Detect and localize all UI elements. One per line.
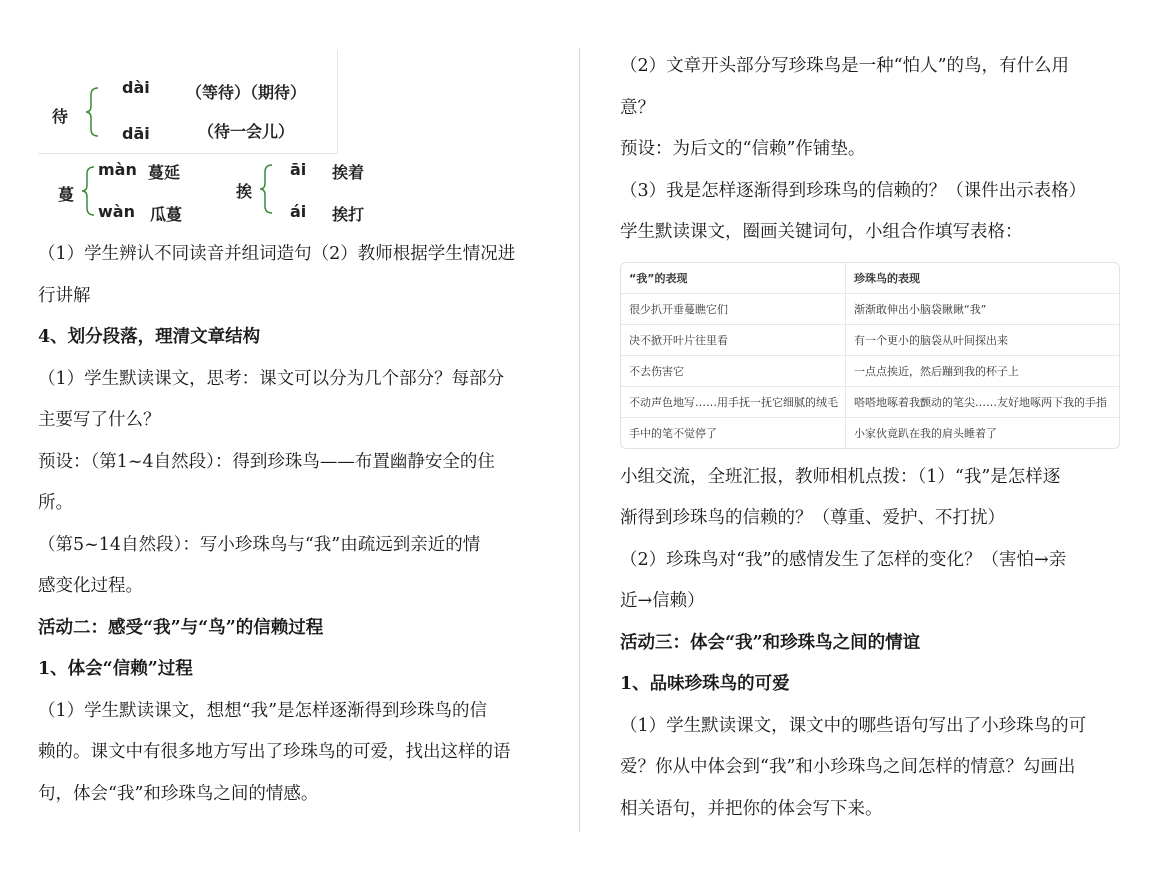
- pinyin-reading: màn: [98, 160, 137, 179]
- table-row: [621, 387, 1119, 418]
- column-header: “我”的表现: [621, 263, 846, 293]
- pinyin-reading: ái: [290, 202, 307, 221]
- polyphone-char: 挨: [236, 182, 253, 201]
- table-cell: 决不掀开叶片往里看: [621, 325, 846, 355]
- section-heading: 活动三：体会“我”和珍珠鸟之间的情谊: [620, 632, 921, 653]
- polyphone-char: 蔓: [58, 185, 75, 204]
- example-words: 挨打: [332, 205, 365, 224]
- bracket-icon: [84, 86, 100, 138]
- section-heading: 1、品味珍珠鸟的可爱: [620, 674, 790, 694]
- table-row: [621, 294, 1119, 325]
- pinyin-reading: dài: [122, 78, 150, 97]
- table-cell: 很少扒开垂蔓瞧它们: [621, 294, 846, 324]
- right-column: [620, 46, 1130, 830]
- example-words: （待一会儿）: [198, 122, 295, 141]
- text-line: 学生默读课文，圈画关键词句，小组合作填写表格：: [620, 222, 1023, 242]
- text-line: 主要写了什么？: [38, 410, 161, 430]
- text-line: （1）学生辨认不同读音并组词造句（2）教师根据学生情况进: [38, 244, 516, 264]
- text-line: 所。: [38, 493, 73, 513]
- table-cell: 不动声色地写……用手抚一抚它细腻的绒毛: [621, 387, 846, 417]
- table-cell: 一点点挨近，然后蹦到我的杯子上: [854, 364, 1019, 378]
- text-line: （3）我是怎样逐渐得到珍珠鸟的信赖的？（课件出示表格）: [620, 180, 1087, 201]
- text-line: 预设：（第1~4自然段）：得到珍珠鸟——布置幽静安全的住: [38, 451, 495, 472]
- bracket-icon: [258, 163, 274, 215]
- text-line: 感变化过程。: [38, 576, 143, 596]
- text-line: 行讲解: [38, 285, 91, 306]
- section-heading: 1、体会“信赖”过程: [38, 659, 193, 679]
- column-header: 珍珠鸟的表现: [854, 271, 920, 285]
- table-row: [621, 418, 1119, 448]
- bracket-icon: [80, 165, 96, 217]
- table-cell: 不去伤害它: [621, 356, 846, 386]
- diagram-guide-line: [337, 50, 338, 154]
- example-words: （等待）（期待）: [186, 83, 307, 102]
- text-line: 预设：为后文的“信赖”作铺垫。: [620, 139, 866, 159]
- example-words: 瓜蔓: [150, 205, 183, 224]
- table-row: [621, 325, 1119, 356]
- table-cell: 手中的笔不觉停了: [621, 418, 846, 448]
- table-row: [621, 356, 1119, 387]
- section-heading: 4、划分段落，理清文章结构: [38, 327, 261, 347]
- comparison-table: [620, 262, 1120, 449]
- pinyin-reading: āi: [290, 160, 307, 179]
- table-cell: 渐渐敢伸出小脑袋瞅瞅“我”: [854, 302, 987, 316]
- section-heading: 活动二：感受“我”与“鸟”的信赖过程: [38, 617, 324, 638]
- text-line: （1）学生默读课文，课文中的哪些语句写出了小珍珠鸟的可: [620, 715, 1087, 736]
- left-column: [38, 234, 550, 815]
- text-line: （2）珍珠鸟对“我”的感情发生了怎样的变化？（害怕→亲: [620, 549, 1067, 570]
- table-cell: 小家伙竟趴在我的肩头睡着了: [854, 426, 997, 440]
- column-divider: [579, 48, 580, 832]
- polyphone-char: 待: [52, 107, 69, 126]
- text-line: 意？: [620, 97, 655, 118]
- table-header-row: [621, 263, 1119, 294]
- pinyin-reading: wàn: [98, 202, 135, 221]
- example-words: 蔓延: [148, 163, 181, 182]
- text-line: （第5~14自然段）：写小珍珠鸟与“我”由疏远到亲近的情: [38, 534, 481, 555]
- pinyin-reading: dāi: [122, 124, 150, 143]
- text-line: （2）文章开头部分写珍珠鸟是一种“怕人”的鸟，有什么用: [620, 56, 1070, 76]
- table-cell: 有一个更小的脑袋从叶间探出来: [854, 333, 1008, 347]
- text-line: 近→信赖）: [620, 591, 705, 611]
- text-line: （1）学生默读课文，思考：课文可以分为几个部分？每部分: [38, 368, 505, 389]
- text-line: 渐得到珍珠鸟的信赖的？（尊重、爱护、不打扰）: [620, 508, 1005, 528]
- diagram-guide-line: [38, 153, 338, 154]
- text-line: 句，体会“我”和珍珠鸟之间的情感。: [38, 783, 319, 804]
- text-line: 相关语句，并把你的体会写下来。: [620, 798, 883, 819]
- text-line: （1）学生默读课文，想想“我”是怎样逐渐得到珍珠鸟的信: [38, 700, 488, 721]
- text-line: 赖的。课文中有很多地方写出了珍珠鸟的可爱，找出这样的语: [38, 742, 511, 762]
- text-line: 爱？你从中体会到“我”和小珍珠鸟之间怎样的情意？勾画出: [620, 757, 1076, 777]
- example-words: 挨着: [332, 163, 365, 182]
- table-cell: 嗒嗒地啄着我颤动的笔尖……友好地啄两下我的手指: [854, 395, 1107, 409]
- text-line: 小组交流，全班汇报，教师相机点拨：（1）“我”是怎样逐: [620, 466, 1061, 487]
